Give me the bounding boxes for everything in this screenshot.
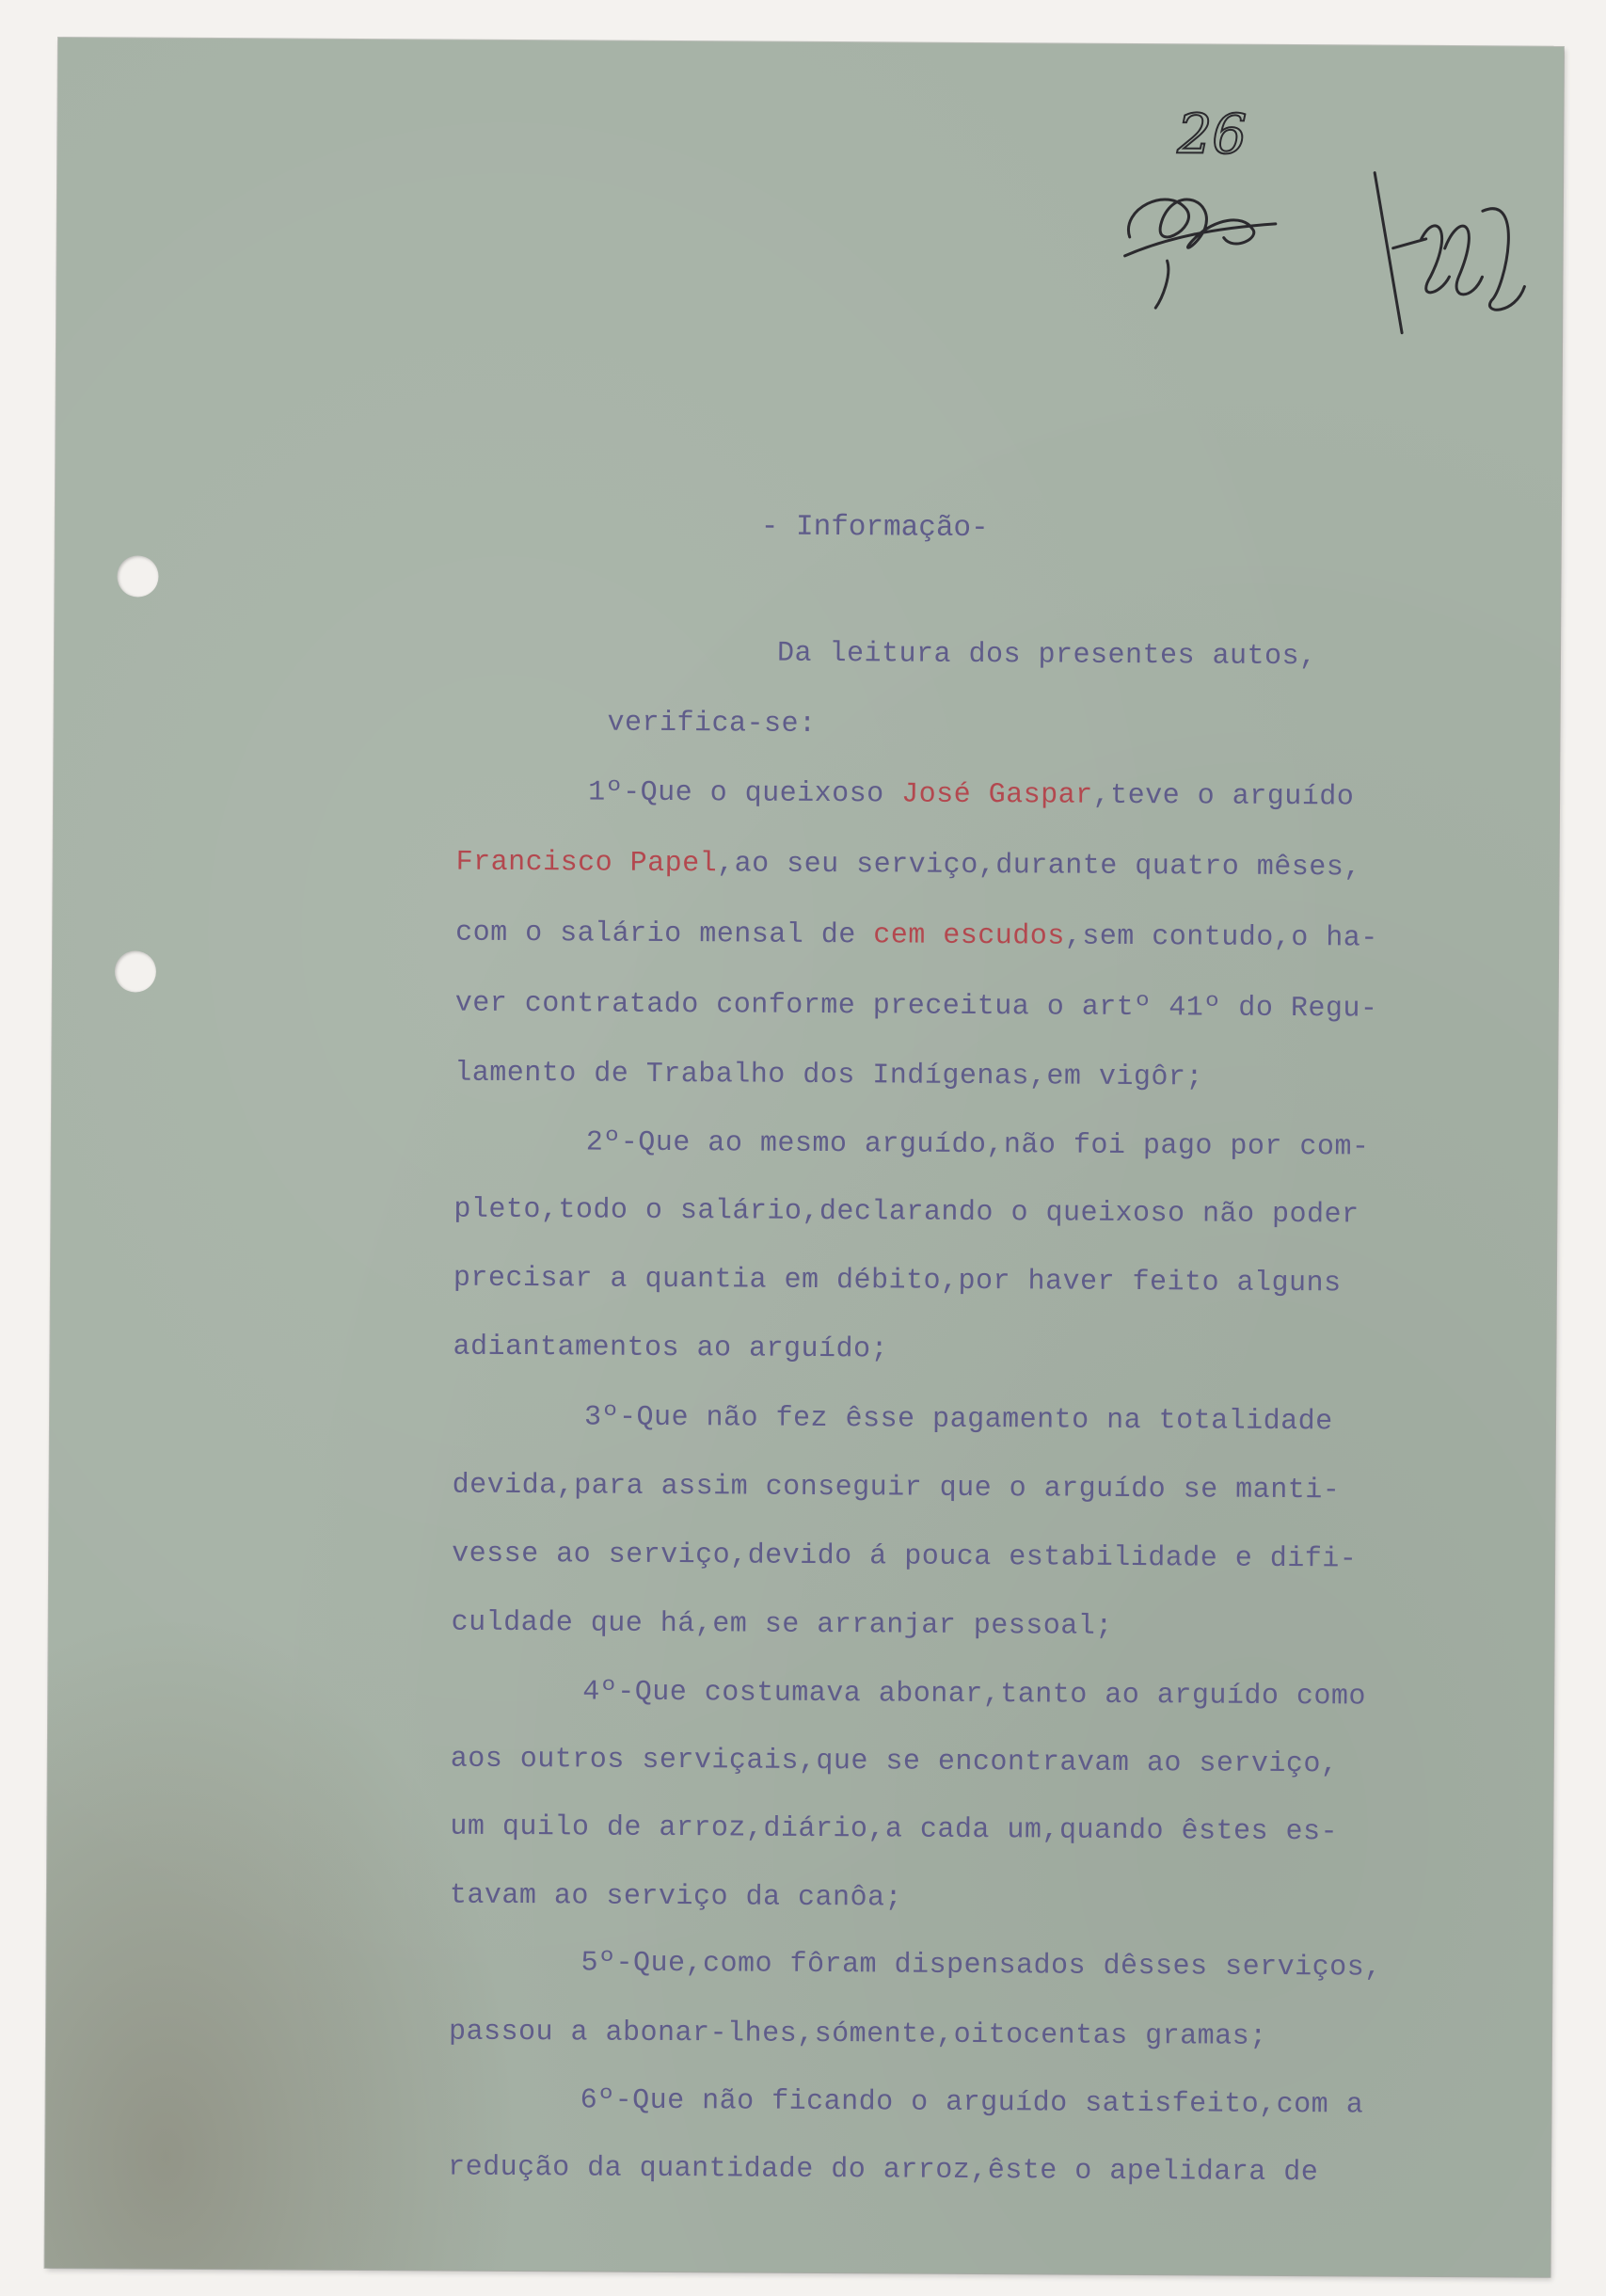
punch-hole-bottom bbox=[115, 950, 156, 992]
p2-line-1: 2º-Que ao mesmo arguído,não foi pago por com- bbox=[585, 1126, 1370, 1164]
handwritten-annotations bbox=[1110, 96, 1545, 381]
p1-line-1 bbox=[588, 776, 1355, 814]
punch-hole-top bbox=[117, 555, 158, 597]
p4-line-1: 4º-Que costumava abonar,tanto ao arguído como bbox=[582, 1676, 1366, 1714]
p4-line-3: um quilo de arroz,diário,a cada um,quando êstes es- bbox=[450, 1810, 1339, 1849]
p2-line-2: pleto,todo o salário,declarando o queixoso não poder bbox=[453, 1193, 1360, 1232]
p1-line-4: ver contratado conforme preceitua o artº 41º do Regu- bbox=[454, 987, 1378, 1026]
p1-line-3-text-a: com o salário mensal de bbox=[455, 917, 874, 952]
document-sheet bbox=[45, 38, 1564, 2277]
p4-line-4: tavam ao serviço da canôa; bbox=[449, 1879, 903, 1915]
intro-line-2: verifica-se: bbox=[607, 707, 817, 741]
p2-line-4: adiantamentos ao arguído; bbox=[453, 1331, 889, 1366]
p5-line-1: 5º-Que,como fôram dispensados dêsses serviços, bbox=[580, 1947, 1382, 1985]
signature-scribble bbox=[1124, 199, 1276, 309]
document-title: - Informação- bbox=[760, 510, 989, 546]
p1-line-2 bbox=[455, 846, 1361, 885]
p3-line-2: devida,para assim conseguir que o arguído se manti- bbox=[452, 1469, 1341, 1507]
p1-line-1-text-a: 1º-Que o queixoso bbox=[588, 776, 902, 811]
p1-line-2-text: ,ao seu serviço,durante quatro mêses, bbox=[717, 848, 1361, 885]
p3-line-3: vesse ao serviço,devido á pouca estabilidade e difi- bbox=[452, 1538, 1358, 1576]
complainant-name: José Gaspar bbox=[901, 778, 1093, 812]
defendant-name: Francisco Papel bbox=[455, 846, 718, 881]
salary-amount: cem escudos bbox=[873, 919, 1065, 953]
p6-line-2: redução da quantidade do arroz,êste o apelidara de bbox=[448, 2151, 1319, 2190]
intro-line-1: Da leitura dos presentes autos, bbox=[776, 637, 1317, 674]
p2-line-3: precisar a quantia em débito,por haver feito alguns bbox=[453, 1262, 1342, 1300]
p1-line-3 bbox=[455, 919, 1378, 953]
p6-line-1: 6º-Que não ficando o arguído satisfeito,com a bbox=[580, 2084, 1364, 2122]
handwritten-mark bbox=[1374, 173, 1525, 334]
p1-line-5: lamento de Trabalho dos Indígenas,em vigôr; bbox=[454, 1057, 1204, 1094]
handwritten-page-number: 26 bbox=[1177, 102, 1248, 167]
p3-line-1: 3º-Que não fez êsse pagamento na totalidade bbox=[583, 1401, 1333, 1439]
p1-line-3-text-b: ,sem contudo,o ha- bbox=[1064, 920, 1378, 955]
p3-line-4: culdade que há,em se arranjar pessoal; bbox=[451, 1606, 1113, 1643]
p5-line-2: passou a abonar-lhes,sómente,oitocentas gramas; bbox=[448, 2016, 1267, 2053]
p1-line-1-text-b: ,teve o arguído bbox=[1092, 779, 1355, 814]
p4-line-2: aos outros serviçais,que se encontravam ao serviço, bbox=[450, 1743, 1339, 1781]
